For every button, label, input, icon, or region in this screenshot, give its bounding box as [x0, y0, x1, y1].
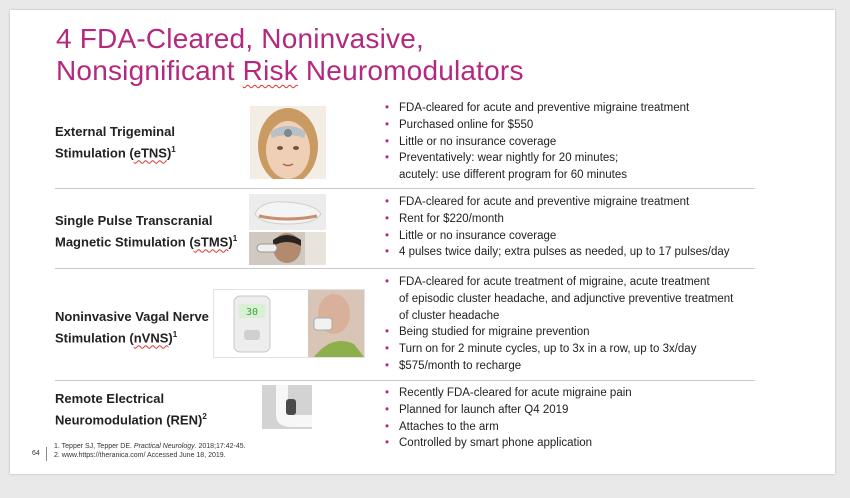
- row-label-etns: External Trigeminal Stimulation (eTNS)$^1$: [55, 124, 176, 161]
- list-item: • Preventatively: wear nightly for 20 minutes; acutely: use different program for 60 minutes: [385, 150, 689, 184]
- row-divider: [55, 380, 755, 381]
- page-number-divider: [46, 447, 47, 461]
- nvns-bullet-list: [385, 274, 733, 375]
- list-item: • Purchased online for $550: [385, 117, 689, 134]
- title-line-2: Nonsignificant Risk Neuromodulators: [56, 55, 524, 86]
- list-item: • 4 pulses twice daily; extra pulses as needed, up to 17 pulses/day: [385, 244, 730, 261]
- stms-device-image: [249, 194, 326, 230]
- slide: [10, 10, 835, 474]
- footnotes: [54, 442, 246, 460]
- list-item: • FDA-cleared for acute and preventive migraine treatment: [385, 194, 730, 211]
- title-line-1: 4 FDA-Cleared, Noninvasive,: [56, 23, 424, 54]
- list-item: • Little or no insurance coverage: [385, 228, 730, 245]
- ren-bullet-list: [385, 385, 632, 452]
- etns-device-image: [250, 106, 326, 179]
- list-item: • $575/month to recharge: [385, 358, 733, 375]
- page-number: 64: [32, 450, 40, 457]
- slide-title: [56, 23, 524, 87]
- etns-bullet-list: [385, 100, 689, 184]
- row-label-stms: Single Pulse Transcranial Magnetic Stimulation (sTMS)$^1$: [55, 213, 238, 250]
- row-label-ren: Remote Electrical Neuromodulation (REN)$^2$: [55, 391, 207, 428]
- footnote-1: 1. Tepper SJ, Tepper DE. Practical Neurology. 2018;17:42-45.: [54, 443, 246, 450]
- stms-bullet-list: [385, 194, 730, 261]
- row-divider: [55, 268, 755, 269]
- list-item: • Planned for launch after Q4 2019: [385, 402, 632, 419]
- list-item: • Being studied for migraine prevention: [385, 324, 733, 341]
- nvns-device-image: [213, 289, 365, 358]
- list-item: • FDA-cleared for acute and preventive migraine treatment: [385, 100, 689, 117]
- list-item: • FDA-cleared for acute treatment of migraine, acute treatment of episodic cluster headache, and adjunctive preventive treatment of cluster headache: [385, 274, 733, 324]
- device-display-value: 30: [245, 307, 259, 318]
- list-item: • Controlled by smart phone application: [385, 435, 632, 452]
- footnote-2: 2. www.https://theranica.com/ Accessed June 18, 2019.: [54, 452, 226, 459]
- row-label-nvns: Noninvasive Vagal Nerve Stimulation (nVNS)$^1$: [55, 309, 209, 346]
- list-item: • Turn on for 2 minute cycles, up to 3x in a row, up to 3x/day: [385, 341, 733, 358]
- list-item: • Rent for $220/month: [385, 211, 730, 228]
- list-item: • Little or no insurance coverage: [385, 134, 689, 151]
- list-item: • Recently FDA-cleared for acute migraine pain: [385, 385, 632, 402]
- ren-device-image: [262, 385, 312, 429]
- row-divider: [55, 188, 755, 189]
- list-item: • Attaches to the arm: [385, 419, 632, 436]
- stms-usage-image: [249, 232, 326, 265]
